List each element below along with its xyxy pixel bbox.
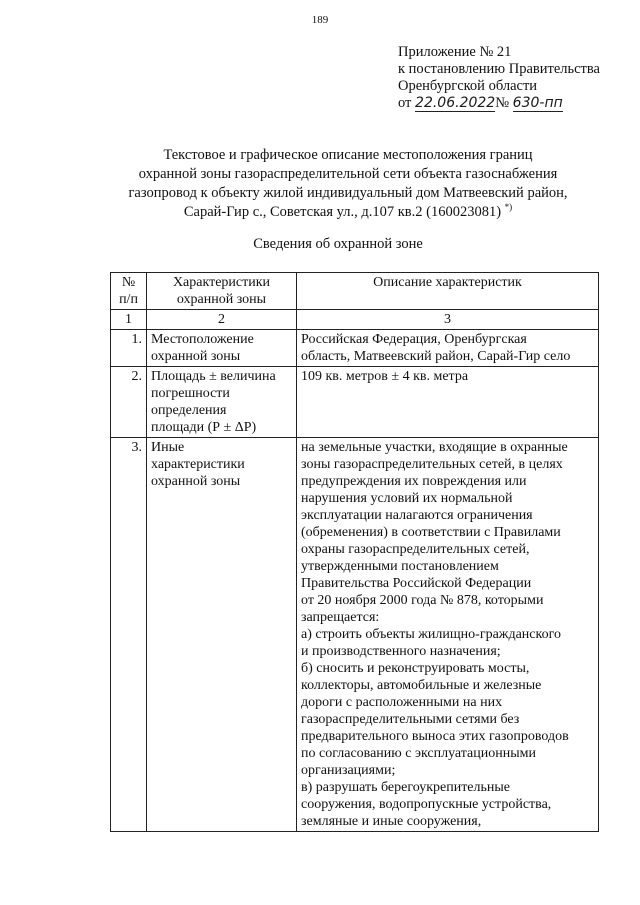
description-line: коллекторы, автомобильные и железные [301, 678, 542, 693]
title-line-3: газопровод к объекту жилой индивидуальный дом Матвеевский район, [128, 185, 568, 201]
header-description: Описание характеристик [297, 273, 599, 310]
appendix-from-prefix: от [398, 95, 412, 111]
header-number [111, 273, 147, 310]
characteristic-line: охранной зоны [151, 349, 241, 364]
description-line: на земельные участки, входящие в охранные [301, 440, 568, 455]
row-description [297, 367, 599, 438]
appendix-number-prefix: № [495, 95, 510, 111]
handwritten-number: 630-пп [512, 95, 563, 111]
row-characteristic [147, 438, 297, 832]
description-line: предварительного выноса этих газопроводов [301, 729, 569, 744]
description-line: запрещается: [301, 610, 380, 625]
protection-zone-table [110, 272, 599, 832]
description-line: от 20 ноября 2000 года № 878, которыми [301, 593, 544, 608]
document-title [72, 146, 624, 222]
description-line: охраны газораспределительных сетей, [301, 542, 530, 557]
row-characteristic [147, 330, 297, 367]
description-line: утвержденными постановлением [301, 559, 499, 574]
characteristic-line: Площадь ± величина [151, 369, 276, 384]
description-line: дороги с расположенными на них [301, 695, 503, 710]
title-line-1: Текстовое и графическое описание местоположения границ [163, 147, 533, 163]
characteristic-line: охранной зоны [151, 474, 241, 489]
row-description [297, 330, 599, 367]
characteristic-line: Иные [151, 440, 185, 455]
characteristic-line: Местоположение [151, 332, 254, 347]
header-characteristics-line-2: охранной зоны [176, 292, 267, 307]
appendix-line-4 [398, 95, 600, 112]
header-number-line-1: № [121, 275, 136, 290]
characteristic-line: характеристики [151, 457, 245, 472]
description-line: предупреждения их повреждения или [301, 474, 527, 489]
table-row [111, 330, 599, 367]
table-header-row [111, 273, 599, 310]
description-line: газораспределительными сетями без [301, 712, 520, 727]
appendix-line-1: Приложение № 21 [398, 44, 512, 60]
row-number: 3. [111, 438, 147, 832]
column-number-1: 1 [111, 310, 147, 330]
description-line: Правительства Российской Федерации [301, 576, 532, 591]
characteristic-line: площади (Р ± ΔР) [151, 420, 257, 435]
handwritten-date: 22.06.2022 [415, 95, 496, 111]
description-line: Российская Федерация, Оренбургская [301, 332, 527, 347]
description-line: в) разрушать берегоукрепительные [301, 780, 511, 795]
description-line: организациями; [301, 763, 396, 778]
appendix-block [398, 44, 600, 112]
characteristic-line: погрешности [151, 386, 230, 401]
header-characteristics [147, 273, 297, 310]
description-line: зоны газораспределительных сетей, в целях [301, 457, 563, 472]
row-description [297, 438, 599, 832]
table-row [111, 367, 599, 438]
row-number: 1. [111, 330, 147, 367]
description-line: (обременения) в соответствии с Правилами [301, 525, 561, 540]
characteristic-line: определения [151, 403, 227, 418]
description-line: по согласованию с эксплуатационными [301, 746, 536, 761]
appendix-line-2: к постановлению Правительства [398, 61, 600, 77]
description-line: область, Матвеевский район, Сарай-Гир село [301, 349, 571, 364]
appendix-line-3: Оренбургской области [398, 78, 538, 94]
row-number: 2. [111, 367, 147, 438]
description-line: и производственного назначения; [301, 644, 501, 659]
title-line-4 [72, 203, 624, 222]
description-line: земляные и иные сооружения, [301, 814, 482, 829]
page-number: 189 [311, 14, 329, 26]
description-line: эксплуатации налагаются ограничения [301, 508, 533, 523]
description-line: а) строить объекты жилищно-гражданского [301, 627, 561, 642]
header-number-line-2: п/п [119, 292, 138, 307]
description-line: 109 кв. метров ± 4 кв. метра [301, 369, 469, 384]
column-number-row [111, 310, 599, 330]
column-number-2: 2 [147, 310, 297, 330]
row-characteristic [147, 367, 297, 438]
description-line: сооружения, водопропускные устройства, [301, 797, 552, 812]
section-title: Сведения об охранной зоне [253, 236, 423, 252]
title-line-4-text: Сарай-Гир с., Советская ул., д.107 кв.2 (160023081) [183, 204, 502, 220]
description-line: б) сносить и реконструировать мосты, [301, 661, 530, 676]
title-line-2: охранной зоны газораспределительной сети объекта газоснабжения [138, 166, 558, 182]
header-characteristics-line-1: Характеристики [172, 275, 271, 290]
description-line: нарушения условий их нормальной [301, 491, 513, 506]
column-number-3: 3 [297, 310, 599, 330]
footnote-mark: *) [504, 202, 513, 213]
table-row [111, 438, 599, 832]
